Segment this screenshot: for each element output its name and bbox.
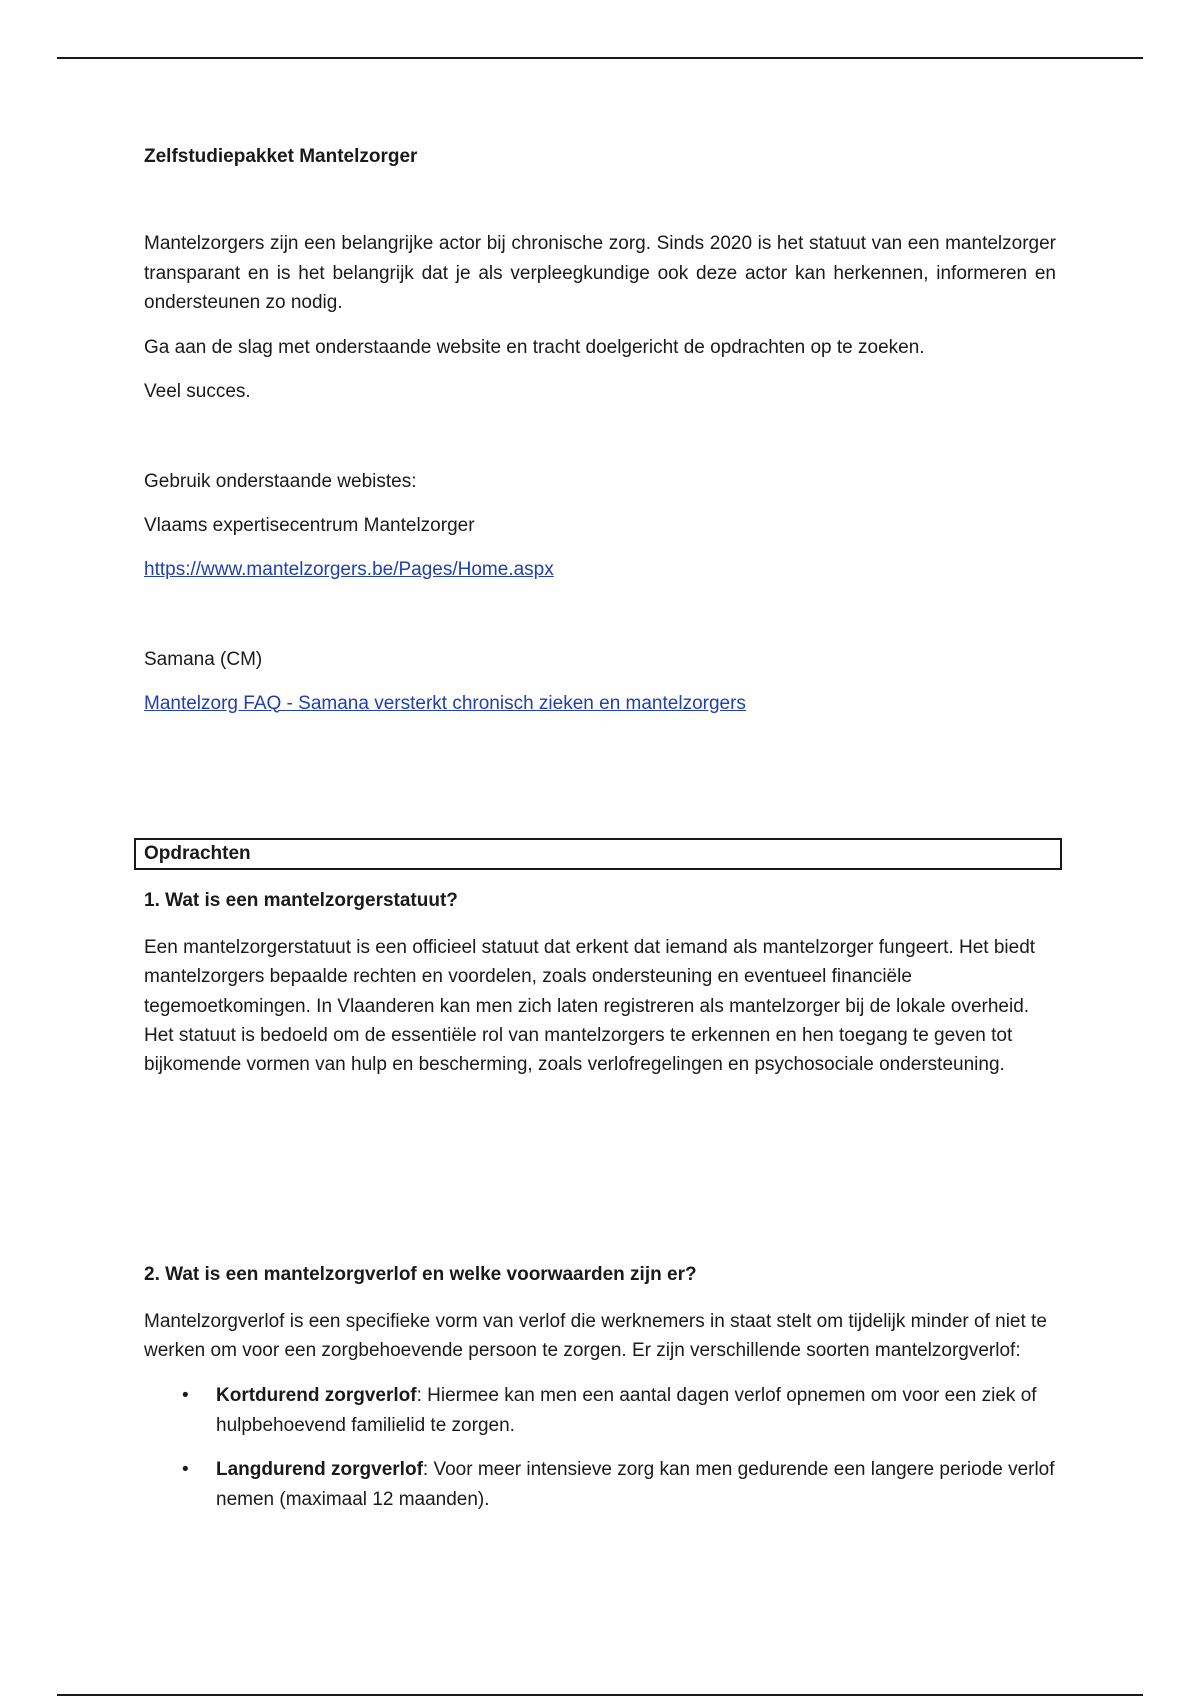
site2-link[interactable]: Mantelzorg FAQ - Samana versterkt chronisch zieken en mantelzorgers xyxy=(144,692,746,714)
intro-paragraph: Mantelzorgers zijn een belangrijke actor bij chronische zorg. Sinds 2020 is het statuut van een mantelzorger transparant en is het belangrijk dat je als verpleegkundige ook deze actor kan herkennen, informeren en ondersteunen zo nodig. xyxy=(144,233,1056,313)
page-top-rule xyxy=(57,57,1143,59)
list-item xyxy=(144,1455,1056,1515)
instruction-paragraph: Ga aan de slag met onderstaande website en tracht doelgericht de opdrachten op te zoeken. xyxy=(144,336,925,358)
site1-link-line xyxy=(144,555,1056,584)
assignments-heading-box: Opdrachten xyxy=(134,838,1062,870)
bullet-icon: • xyxy=(182,1384,189,1406)
leave-types-list xyxy=(144,1381,1056,1515)
bullet-icon: • xyxy=(182,1458,189,1480)
list-item xyxy=(144,1381,1056,1441)
question-2-block xyxy=(144,1263,1056,1529)
list-item-term: Kortdurend zorgverlof xyxy=(216,1384,417,1406)
question-2-title: 2. Wat is een mantelzorgverlof en welke voorwaarden zijn er? xyxy=(144,1264,697,1285)
question-2-answer: Mantelzorgverlof is een specifieke vorm van verlof die werknemers in staat stelt om tijdelijk minder of niet te werken om voor een zorgbehoevende persoon te zorgen. Er zijn verschillende soorten mantelzorgverlof: xyxy=(144,1311,1047,1362)
site2-link-line xyxy=(144,689,1056,718)
list-item-text: : Hiermee kan men een aantal dagen verlof opnemen om voor een ziek of hulpbehoevend familielid te zorgen. xyxy=(216,1384,1037,1436)
websites-label: Gebruik onderstaande webistes: xyxy=(144,470,417,492)
question-1-title: 1. Wat is een mantelzorgerstatuut? xyxy=(144,890,458,911)
question-1-answer: Een mantelzorgerstatuut is een officieel statuut dat erkent dat iemand als mantelzorger fungeert. Het biedt mantelzorgers bepaalde rechten en voordelen, zoals ondersteuning en eventueel financiële tegemoetkomingen. In Vlaanderen kan men zich laten registreren als mantelzorger bij de lokale overheid. Het statuut is bedoeld om de essentiële rol van mantelzorgers te erkennen en hen toegang te geven tot bijkomende vormen van hulp en bescherming, zoals verlofregelingen en psychosociale ondersteuning. xyxy=(144,937,1036,1076)
document-title: Zelfstudiepakket Mantelzorger xyxy=(144,146,418,167)
site2-name: Samana (CM) xyxy=(144,648,263,670)
document-body xyxy=(144,140,1056,718)
list-item-text: : Voor meer intensieve zorg kan men gedurende een langere periode verlof nemen (maximaal 12 maanden). xyxy=(216,1458,1055,1510)
closing-paragraph: Veel succes. xyxy=(144,380,251,402)
site1-link[interactable]: https://www.mantelzorgers.be/Pages/Home.aspx xyxy=(144,558,554,580)
question-1-block xyxy=(144,889,1056,1079)
list-item-term: Langdurend zorgverlof xyxy=(216,1458,423,1480)
site1-name: Vlaams expertisecentrum Mantelzorger xyxy=(144,514,475,536)
page-bottom-rule xyxy=(57,1694,1143,1696)
